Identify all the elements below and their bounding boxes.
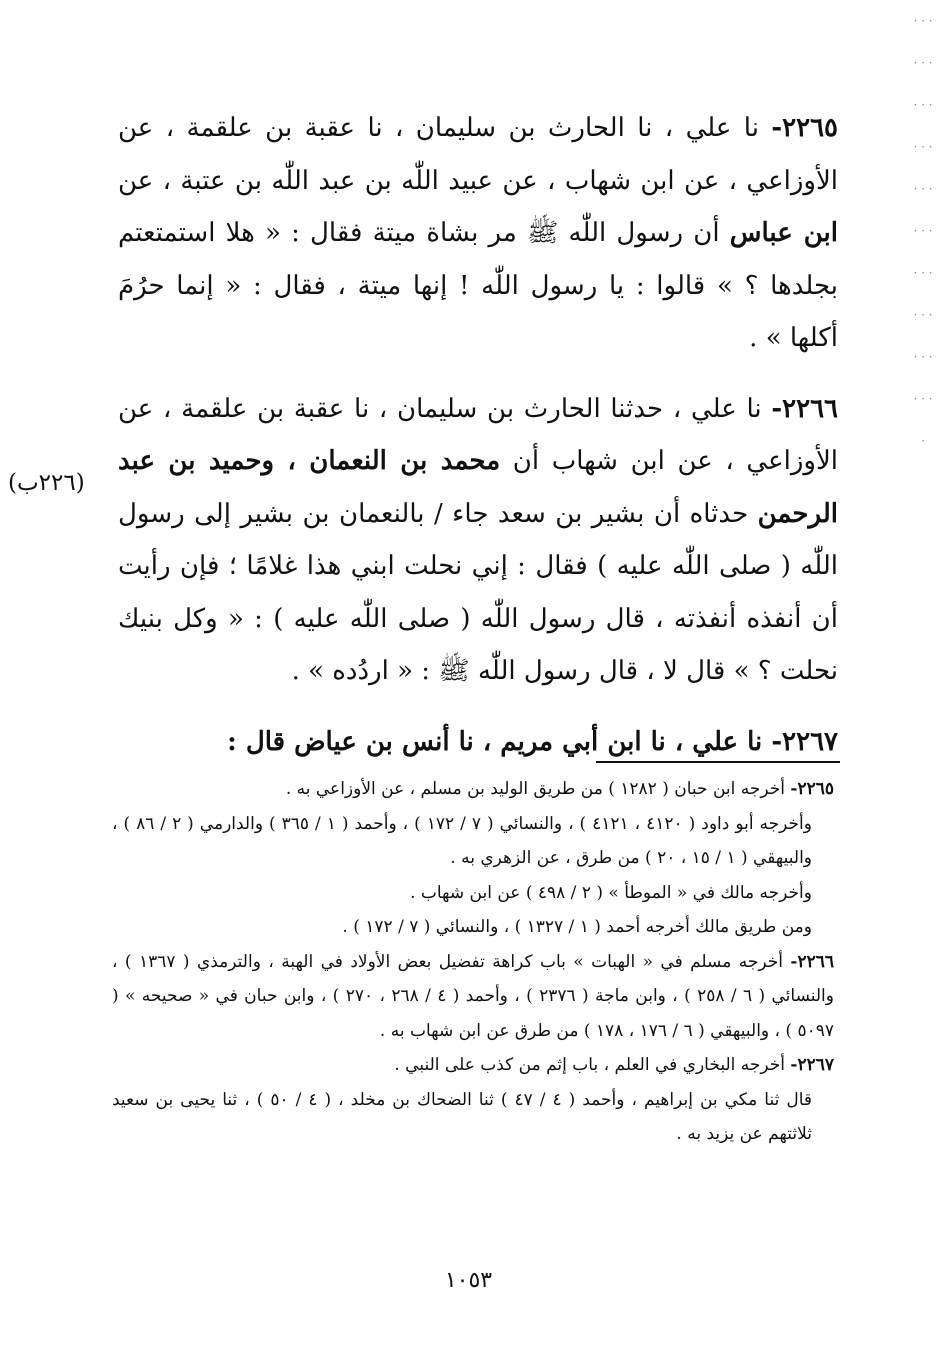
footnote-number: ٢٢٦٦- <box>790 951 834 972</box>
footnote-text: ومن طريق مالك أخرجه أحمد ( ١ / ١٣٢٧ ) ، والنسائي ( ٧ / ١٧٢ ) . <box>342 917 812 937</box>
footnote-2266 <box>112 945 834 1049</box>
hadith-text: نا علي ، نا ابن أبي مريم ، نا أنس بن عياض قال : <box>227 726 772 757</box>
footnotes <box>112 772 834 1152</box>
manuscript-folio-note: (٢٢٦ب) <box>8 470 85 496</box>
hadith-number: ٢٢٦٥- <box>771 113 838 143</box>
hadith-number: ٢٢٦٦- <box>771 393 838 424</box>
footnote-number: ٢٢٦٧- <box>790 1055 834 1075</box>
footnote-2267 <box>112 1048 834 1083</box>
hadith-text-rest: أن رسول اللّٰه ﷺ مر بشاة ميتة فقال : « هلا استمتعتم بجلدها ؟ » قالوا : يا رسول اللّٰه ! إنها ميتة ، فقال : « إنما حرُمَ أكلها » . <box>118 218 838 353</box>
hadith-body <box>118 102 838 768</box>
footnote-2265 <box>112 772 834 807</box>
footnote-line <box>112 1083 834 1152</box>
hadith-text: نا علي ، نا الحارث بن سليمان ، نا عقبة بن علقمة ، عن الأوزاعي ، عن ابن شهاب ، عن عبيد اللّٰه بن عبد اللّٰه بن عتبة ، عن <box>118 113 838 196</box>
hadith-text-rest: حدثاه أن بشير بن سعد جاء / بالنعمان بن بشير إلى رسول اللّٰه ( صلى اللّٰه عليه ) فقال : إني نحلت ابني هذا غلامًا ؛ فإن رأيت أن أنفذه أنفذته ، قال رسول اللّٰه ( صلى اللّٰه عليه ) : « وكل بنيك نحلت ؟ » قال لا ، قال رسول اللّٰه ﷺ : « اردُده » . <box>118 498 838 686</box>
footnote-text: وأخرجه مالك في « الموطأ » ( ٢ / ٤٩٨ ) عن ابن شهاب . <box>410 882 812 903</box>
hadith-2265 <box>118 102 838 365</box>
hadith-text: نا علي ، حدثنا الحارث بن سليمان ، نا عقبة بن علقمة ، عن الأوزاعي ، عن ابن شهاب أن <box>118 393 839 476</box>
page-number: ١٠٥٣ <box>444 1268 493 1293</box>
scan-edge-marks: · · · · · · · · · · · · · · · · · · · · · · · · · · · · · · · <box>913 14 933 448</box>
footnote-number: ٢٢٦٥- <box>790 779 834 799</box>
narrator-highlight: محمد بن النعمان ، وحميد بن عبد الرحمن <box>118 446 838 529</box>
narrator-highlight: ابن عباس <box>729 218 838 248</box>
footnote-text: قال ثنا مكي بن إبراهيم ، وأحمد ( ٤ / ٤٧ ) ثنا الضحاك بن مخلد ، ( ٤ / ٥٠ ) ، ثنا يحيى بن سعيد ثلاثتهم عن يزيد به . <box>112 1089 812 1144</box>
footnote-divider <box>596 761 840 763</box>
footnote-line <box>112 910 834 945</box>
footnote-line <box>112 876 834 911</box>
footnote-line <box>112 807 834 876</box>
footnote-text: أخرجه مسلم في « الهبات » باب كراهة تفضيل بعض الأولاد في الهبة ، والترمذي ( ١٣٦٧ ) ، والنسائي ( ٦ / ٢٥٨ ) ، وابن ماجة ( ٢٣٧٦ ) ، وأحمد ( ٤ / ٢٦٨ ، ٢٧٠ ) ، وابن حبان في « صحيحه » ( ٥٠٩٧ ) ، والبيهقي ( ٦ / ١٧٦ ، ١٧٨ ) من طرق عن ابن شهاب به . <box>112 951 834 1041</box>
hadith-number: ٢٢٦٧- <box>771 726 838 757</box>
hadith-2266 <box>118 383 838 698</box>
footnote-text: وأخرجه أبو داود ( ٤١٢٠ ، ٤١٢١ ) ، والنسائي ( ٧ / ١٧٢ ) ، وأحمد ( ١ / ٣٦٥ ) والدارمي ( ٢ / ٨٦ ) ، والبيهقي ( ١ / ١٥ ، ٢٠ ) من طرق ، عن الزهري به . <box>112 813 812 868</box>
footnote-text: أخرجه ابن حبان ( ١٢٨٢ ) من طريق الوليد بن مسلم ، عن الأوزاعي به . <box>285 779 791 799</box>
footnote-text: أخرجه البخاري في العلم ، باب إثم من كذب على النبي . <box>394 1055 791 1075</box>
